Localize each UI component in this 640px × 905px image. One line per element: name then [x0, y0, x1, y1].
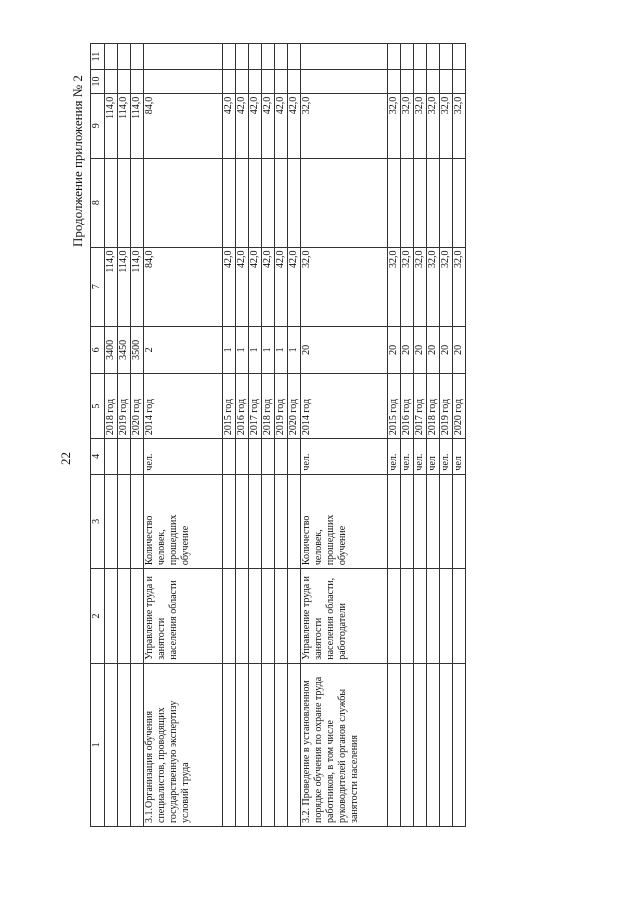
cell-col-4 — [249, 439, 262, 474]
cell-col-7: 42,0 — [249, 247, 262, 326]
cell-col-6: 3400 — [105, 326, 118, 373]
cell-col-7: 32,0 — [453, 247, 466, 326]
cell-col-3 — [388, 474, 401, 569]
cell-col-5: 2016 год — [401, 374, 414, 439]
table-row — [388, 44, 401, 827]
cell-col-3 — [427, 474, 440, 569]
cell-col-5: 2020 год — [288, 374, 301, 439]
cell-col-2: Управление труда и занятости населения области, работодатели — [301, 569, 388, 664]
cell-col-1 — [118, 663, 131, 826]
cell-col-1 — [414, 663, 427, 826]
cell-col-4: чел. — [414, 439, 427, 474]
cell-col-9: 32,0 — [427, 93, 440, 158]
cell-col-7: 114,0 — [131, 247, 144, 326]
cell-col-11 — [144, 44, 223, 70]
cell-col-8 — [236, 158, 249, 247]
cell-col-2 — [388, 569, 401, 664]
cell-col-9: 114,0 — [118, 93, 131, 158]
cell-col-6: 1 — [288, 326, 301, 373]
cell-col-1: 3.1.Организация обучения специалистов, проводящих государственную экспертизу условий труда — [144, 663, 223, 826]
cell-col-2: Управление труда и занятости населения области — [144, 569, 223, 664]
cell-col-4 — [275, 439, 288, 474]
cell-col-6: 20 — [401, 326, 414, 373]
cell-col-1 — [275, 663, 288, 826]
cell-col-3 — [262, 474, 275, 569]
cell-col-2 — [249, 569, 262, 664]
cell-col-1 — [288, 663, 301, 826]
column-header: 1 — [91, 663, 105, 826]
cell-col-6: 20 — [414, 326, 427, 373]
column-header: 7 — [91, 247, 105, 326]
cell-col-10 — [262, 70, 275, 94]
cell-col-1 — [440, 663, 453, 826]
cell-col-2 — [262, 569, 275, 664]
cell-col-9: 42,0 — [249, 93, 262, 158]
cell-col-2 — [118, 569, 131, 664]
cell-col-5: 2017 год — [249, 374, 262, 439]
cell-col-5: 2018 год — [427, 374, 440, 439]
cell-col-10 — [401, 70, 414, 94]
cell-col-3 — [223, 474, 236, 569]
table-row — [401, 44, 414, 827]
cell-col-6: 1 — [275, 326, 288, 373]
cell-col-4: чел — [427, 439, 440, 474]
cell-col-2 — [223, 569, 236, 664]
column-header: 9 — [91, 93, 105, 158]
cell-col-10 — [249, 70, 262, 94]
cell-col-11 — [388, 44, 401, 70]
column-header: 4 — [91, 439, 105, 474]
cell-col-8 — [401, 158, 414, 247]
table-row — [288, 44, 301, 827]
cell-col-2 — [453, 569, 466, 664]
cell-col-3 — [414, 474, 427, 569]
cell-col-3 — [118, 474, 131, 569]
cell-col-6: 20 — [453, 326, 466, 373]
cell-col-11 — [414, 44, 427, 70]
table-row — [118, 44, 131, 827]
table-row — [262, 44, 275, 827]
cell-col-2 — [414, 569, 427, 664]
cell-col-4: чел. — [388, 439, 401, 474]
cell-col-6: 2 — [144, 326, 223, 373]
cell-col-11 — [288, 44, 301, 70]
cell-col-4 — [118, 439, 131, 474]
cell-col-9: 42,0 — [236, 93, 249, 158]
cell-col-11 — [453, 44, 466, 70]
cell-col-8 — [249, 158, 262, 247]
cell-col-10 — [131, 70, 144, 94]
cell-col-6: 20 — [427, 326, 440, 373]
cell-col-5: 2020 год — [131, 374, 144, 439]
cell-col-10 — [118, 70, 131, 94]
cell-col-4 — [288, 439, 301, 474]
cell-col-1 — [401, 663, 414, 826]
cell-col-1 — [427, 663, 440, 826]
cell-col-7: 32,0 — [427, 247, 440, 326]
cell-col-7: 42,0 — [236, 247, 249, 326]
cell-col-11 — [249, 44, 262, 70]
cell-col-8 — [105, 158, 118, 247]
cell-col-3 — [401, 474, 414, 569]
table-row — [105, 44, 118, 827]
cell-col-1 — [262, 663, 275, 826]
cell-col-6: 3450 — [118, 326, 131, 373]
program-table — [90, 43, 466, 827]
cell-col-5: 2016 год — [236, 374, 249, 439]
cell-col-6: 20 — [301, 326, 388, 373]
cell-col-5: 2014 год — [301, 374, 388, 439]
cell-col-2 — [288, 569, 301, 664]
cell-col-3: Количество человек, прошедших обучение — [144, 474, 223, 569]
cell-col-3 — [249, 474, 262, 569]
cell-col-11 — [440, 44, 453, 70]
cell-col-4: чел. — [401, 439, 414, 474]
cell-col-10 — [236, 70, 249, 94]
cell-col-7: 42,0 — [223, 247, 236, 326]
cell-col-10 — [453, 70, 466, 94]
cell-col-8 — [453, 158, 466, 247]
cell-col-11 — [236, 44, 249, 70]
cell-col-6: 3500 — [131, 326, 144, 373]
cell-col-3 — [288, 474, 301, 569]
cell-col-7: 42,0 — [275, 247, 288, 326]
cell-col-1: 3.2. Проведение в установленном порядке обучения по охране труда работников, в том числе руководителей органов службы занятости населения — [301, 663, 388, 826]
cell-col-7: 32,0 — [388, 247, 401, 326]
header-row — [91, 44, 105, 827]
cell-col-8 — [275, 158, 288, 247]
cell-col-4: чел. — [301, 439, 388, 474]
cell-col-6: 1 — [236, 326, 249, 373]
column-header: 8 — [91, 158, 105, 247]
cell-col-9: 42,0 — [223, 93, 236, 158]
cell-col-10 — [427, 70, 440, 94]
cell-col-8 — [440, 158, 453, 247]
cell-col-7: 42,0 — [262, 247, 275, 326]
cell-col-5: 2019 год — [118, 374, 131, 439]
cell-col-4 — [262, 439, 275, 474]
cell-col-3 — [105, 474, 118, 569]
cell-col-5: 2018 год — [262, 374, 275, 439]
cell-col-9: 32,0 — [388, 93, 401, 158]
cell-col-4 — [131, 439, 144, 474]
cell-col-9: 114,0 — [131, 93, 144, 158]
cell-col-5: 2017 год — [414, 374, 427, 439]
cell-col-8 — [301, 158, 388, 247]
table-row — [275, 44, 288, 827]
cell-col-11 — [223, 44, 236, 70]
cell-col-6: 20 — [388, 326, 401, 373]
cell-col-8 — [288, 158, 301, 247]
column-header: 11 — [91, 44, 105, 70]
cell-col-2 — [131, 569, 144, 664]
table-row — [301, 44, 388, 827]
cell-col-11 — [275, 44, 288, 70]
cell-col-8 — [223, 158, 236, 247]
cell-col-10 — [388, 70, 401, 94]
cell-col-5: 2020 год — [453, 374, 466, 439]
page-number: 22 — [58, 452, 73, 465]
cell-col-2 — [236, 569, 249, 664]
cell-col-9: 32,0 — [414, 93, 427, 158]
cell-col-6: 1 — [223, 326, 236, 373]
table-row — [427, 44, 440, 827]
cell-col-1 — [388, 663, 401, 826]
cell-col-9: 32,0 — [440, 93, 453, 158]
cell-col-1 — [223, 663, 236, 826]
cell-col-1 — [131, 663, 144, 826]
cell-col-10 — [275, 70, 288, 94]
table-row — [440, 44, 453, 827]
cell-col-4 — [105, 439, 118, 474]
table-row — [131, 44, 144, 827]
cell-col-8 — [131, 158, 144, 247]
cell-col-7: 84,0 — [144, 247, 223, 326]
cell-col-9: 32,0 — [301, 93, 388, 158]
cell-col-2 — [401, 569, 414, 664]
cell-col-2 — [105, 569, 118, 664]
cell-col-10 — [288, 70, 301, 94]
column-header: 2 — [91, 569, 105, 664]
cell-col-7: 42,0 — [288, 247, 301, 326]
table-row — [144, 44, 223, 827]
cell-col-11 — [401, 44, 414, 70]
column-header: 3 — [91, 474, 105, 569]
cell-col-8 — [118, 158, 131, 247]
cell-col-11 — [118, 44, 131, 70]
cell-col-9: 42,0 — [288, 93, 301, 158]
cell-col-7: 114,0 — [118, 247, 131, 326]
cell-col-11 — [105, 44, 118, 70]
cell-col-11 — [262, 44, 275, 70]
cell-col-4: чел — [453, 439, 466, 474]
appendix-caption: Продолжение приложения № 2 — [70, 75, 85, 247]
cell-col-9: 114,0 — [105, 93, 118, 158]
cell-col-8 — [144, 158, 223, 247]
cell-col-3 — [131, 474, 144, 569]
cell-col-9: 32,0 — [401, 93, 414, 158]
cell-col-9: 84,0 — [144, 93, 223, 158]
table-row — [236, 44, 249, 827]
cell-col-7: 32,0 — [401, 247, 414, 326]
cell-col-2 — [427, 569, 440, 664]
cell-col-10 — [223, 70, 236, 94]
table-row — [223, 44, 236, 827]
cell-col-10 — [105, 70, 118, 94]
cell-col-4: чел. — [440, 439, 453, 474]
cell-col-3 — [440, 474, 453, 569]
cell-col-1 — [249, 663, 262, 826]
cell-col-3 — [275, 474, 288, 569]
cell-col-3 — [453, 474, 466, 569]
cell-col-7: 114,0 — [105, 247, 118, 326]
cell-col-6: 1 — [262, 326, 275, 373]
table-row — [453, 44, 466, 827]
cell-col-5: 2014 год — [144, 374, 223, 439]
cell-col-2 — [440, 569, 453, 664]
column-header: 10 — [91, 70, 105, 94]
cell-col-10 — [144, 70, 223, 94]
cell-col-9: 42,0 — [275, 93, 288, 158]
table-row — [414, 44, 427, 827]
cell-col-6: 1 — [249, 326, 262, 373]
cell-col-8 — [388, 158, 401, 247]
column-header: 5 — [91, 374, 105, 439]
cell-col-3: Количество человек, прошедших обучение — [301, 474, 388, 569]
cell-col-7: 32,0 — [301, 247, 388, 326]
cell-col-6: 20 — [440, 326, 453, 373]
cell-col-10 — [414, 70, 427, 94]
cell-col-11 — [301, 44, 388, 70]
cell-col-11 — [427, 44, 440, 70]
cell-col-5: 2018 год — [105, 374, 118, 439]
cell-col-2 — [275, 569, 288, 664]
column-header: 6 — [91, 326, 105, 373]
cell-col-8 — [262, 158, 275, 247]
cell-col-8 — [414, 158, 427, 247]
cell-col-5: 2019 год — [275, 374, 288, 439]
cell-col-3 — [236, 474, 249, 569]
cell-col-1 — [105, 663, 118, 826]
cell-col-5: 2019 год — [440, 374, 453, 439]
cell-col-8 — [427, 158, 440, 247]
cell-col-5: 2015 год — [388, 374, 401, 439]
cell-col-4 — [223, 439, 236, 474]
cell-col-10 — [440, 70, 453, 94]
cell-col-5: 2015 год — [223, 374, 236, 439]
cell-col-1 — [453, 663, 466, 826]
table-row — [249, 44, 262, 827]
cell-col-9: 42,0 — [262, 93, 275, 158]
cell-col-7: 32,0 — [414, 247, 427, 326]
cell-col-7: 32,0 — [440, 247, 453, 326]
cell-col-9: 32,0 — [453, 93, 466, 158]
cell-col-10 — [301, 70, 388, 94]
cell-col-1 — [236, 663, 249, 826]
cell-col-4: чел. — [144, 439, 223, 474]
cell-col-11 — [131, 44, 144, 70]
cell-col-4 — [236, 439, 249, 474]
